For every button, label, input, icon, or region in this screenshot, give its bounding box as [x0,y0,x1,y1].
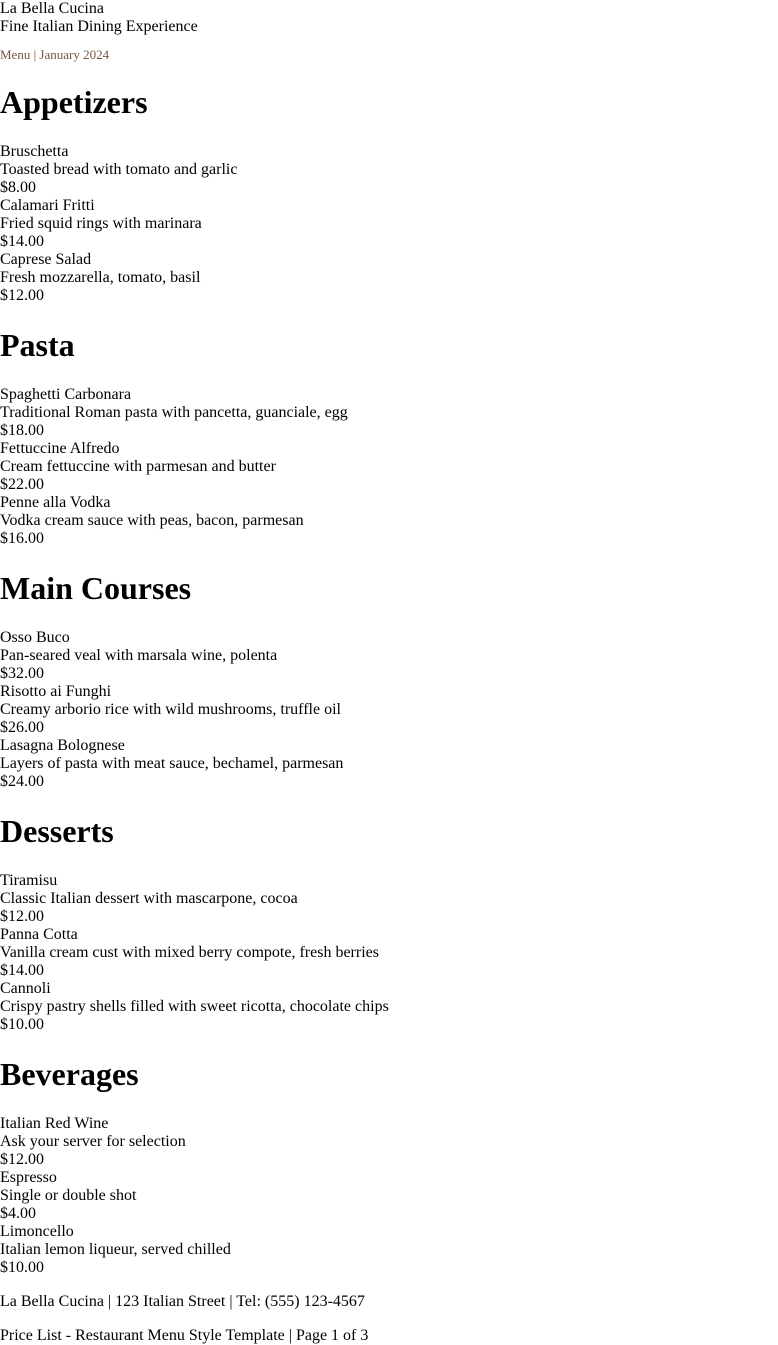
menu-header [0,0,778,62]
item-price: $32.00 [0,665,44,682]
item-description: Vodka cream sauce with peas, bacon, parmesan [0,512,304,529]
item-price: $14.00 [0,962,44,979]
item-description: Ask your server for selection [0,1133,186,1150]
item-name: Caprese Salad [0,251,92,268]
section-appetizers [0,84,778,305]
item-name: Fettuccine Alfredo [0,440,120,457]
item-price: $4.00 [0,1205,36,1222]
footer-page-info: Price List - Restaurant Menu Style Template | Page 1 of 3 [0,1327,369,1344]
menu-footer [0,1293,778,1345]
item-name: Limoncello [0,1223,74,1240]
menu-item [0,1223,778,1277]
item-price: $18.00 [0,422,44,439]
tagline: Fine Italian Dining Experience [0,18,198,35]
menu-item [0,926,778,980]
menu-item [0,440,778,494]
menu-item [0,143,778,197]
item-description: Traditional Roman pasta with pancetta, guanciale, egg [0,404,348,421]
item-name: Espresso [0,1169,57,1186]
menu-item [0,197,778,251]
item-price: $12.00 [0,1151,44,1168]
item-name: Italian Red Wine [0,1115,109,1132]
item-name: Lasagna Bolognese [0,737,125,754]
item-description: Italian lemon liqueur, served chilled [0,1241,231,1258]
item-name: Panna Cotta [0,926,78,943]
item-name: Penne alla Vodka [0,494,111,511]
menu-item [0,1169,778,1223]
footer-contact: La Bella Cucina | 123 Italian Street | Tel: (555) 123-4567 [0,1293,365,1310]
item-price: $26.00 [0,719,44,736]
item-price: $22.00 [0,476,44,493]
item-description: Vanilla cream cust with mixed berry compote, fresh berries [0,944,379,961]
menu-item [0,494,778,548]
item-price: $12.00 [0,287,44,304]
menu-item [0,251,778,305]
item-description: Classic Italian dessert with mascarpone, cocoa [0,890,298,907]
item-price: $8.00 [0,179,36,196]
section-title: Beverages [0,1056,139,1092]
section-pasta [0,327,778,548]
section-title: Appetizers [0,84,148,120]
item-description: Fresh mozzarella, tomato, basil [0,269,201,286]
item-description: Pan-seared veal with marsala wine, polenta [0,647,278,664]
section-beverages [0,1056,778,1277]
restaurant-name: La Bella Cucina [0,0,104,17]
item-description: Layers of pasta with meat sauce, bechamel, parmesan [0,755,344,772]
item-description: Crispy pastry shells filled with sweet ricotta, chocolate chips [0,998,389,1015]
item-price: $10.00 [0,1016,44,1033]
item-price: $14.00 [0,233,44,250]
section-title: Pasta [0,327,75,363]
item-name: Spaghetti Carbonara [0,386,132,403]
item-description: Fried squid rings with marinara [0,215,202,232]
item-description: Creamy arborio rice with wild mushrooms, truffle oil [0,701,341,718]
item-name: Calamari Fritti [0,197,95,214]
menu-item [0,980,778,1034]
menu-item [0,386,778,440]
item-name: Risotto ai Funghi [0,683,112,700]
item-name: Bruschetta [0,143,69,160]
section-main-courses [0,570,778,791]
menu-item [0,683,778,737]
item-name: Osso Buco [0,629,70,646]
menu-date: Menu | January 2024 [0,47,110,62]
section-title: Main Courses [0,570,192,606]
item-description: Toasted bread with tomato and garlic [0,161,238,178]
item-description: Cream fettuccine with parmesan and butter [0,458,276,475]
item-name: Cannoli [0,980,51,997]
item-name: Tiramisu [0,872,58,889]
section-desserts [0,813,778,1034]
menu-item [0,737,778,791]
item-price: $12.00 [0,908,44,925]
item-price: $10.00 [0,1259,44,1276]
item-price: $16.00 [0,530,44,547]
menu-item [0,872,778,926]
item-price: $24.00 [0,773,44,790]
item-description: Single or double shot [0,1187,137,1204]
section-title: Desserts [0,813,114,849]
menu-item [0,1115,778,1169]
menu-item [0,629,778,683]
